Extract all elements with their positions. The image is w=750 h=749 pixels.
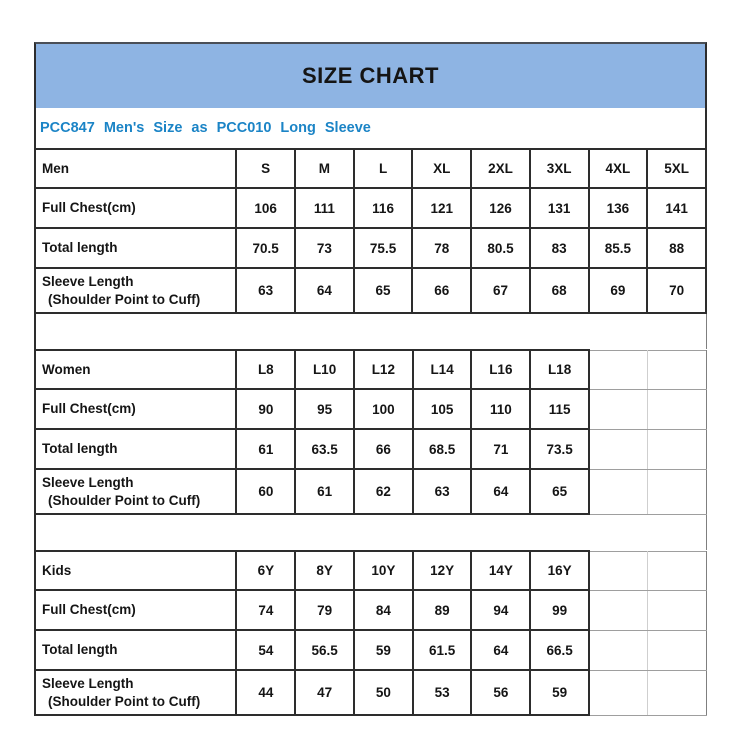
table-header-row — [35, 350, 707, 389]
value-cell: 69 — [589, 268, 648, 313]
value-cell: 54 — [236, 630, 295, 670]
value-cell: 56 — [471, 670, 530, 715]
size-header: L12 — [354, 350, 413, 389]
value-cell: 110 — [471, 389, 530, 429]
value-cell: 65 — [354, 268, 413, 313]
value-cell: 47 — [295, 670, 354, 715]
measure-label-line1: Full Chest(cm) — [42, 401, 136, 417]
value-cell: 115 — [530, 389, 589, 429]
value-cell: 64 — [471, 630, 530, 670]
product-subtitle: PCC847 Men's Size as PCC010 Long Sleeve — [40, 120, 371, 136]
value-cell: 61.5 — [413, 630, 472, 670]
empty-cell — [589, 630, 648, 670]
women-size-table — [34, 349, 707, 515]
value-cell: 141 — [647, 188, 706, 228]
table-row — [35, 429, 707, 469]
empty-cell — [589, 551, 648, 590]
spacer-row-1 — [34, 314, 707, 349]
value-cell: 84 — [354, 590, 413, 630]
size-header: 12Y — [413, 551, 472, 590]
value-cell: 136 — [589, 188, 648, 228]
size-header: 14Y — [471, 551, 530, 590]
value-cell: 60 — [236, 469, 295, 514]
table-row — [35, 590, 707, 630]
table-row — [35, 469, 707, 514]
value-cell: 74 — [236, 590, 295, 630]
measure-label-line1: Total length — [42, 240, 118, 256]
measure-label — [35, 630, 236, 670]
value-cell: 88 — [647, 228, 706, 268]
size-header: 16Y — [530, 551, 589, 590]
value-cell: 126 — [471, 188, 530, 228]
value-cell: 61 — [295, 469, 354, 514]
size-header: L14 — [413, 350, 472, 389]
value-cell: 111 — [295, 188, 354, 228]
measure-label-line1: Full Chest(cm) — [42, 602, 136, 618]
size-header: L — [354, 149, 413, 188]
subtitle-row — [34, 108, 707, 148]
size-header: 10Y — [354, 551, 413, 590]
value-cell: 106 — [236, 188, 295, 228]
value-cell: 78 — [412, 228, 471, 268]
table-header-row — [35, 149, 706, 188]
empty-cell — [648, 590, 707, 630]
size-header: L16 — [471, 350, 530, 389]
value-cell: 44 — [236, 670, 295, 715]
measure-label — [35, 590, 236, 630]
value-cell: 63.5 — [295, 429, 354, 469]
empty-cell — [648, 469, 707, 514]
empty-cell — [589, 429, 648, 469]
value-cell: 64 — [295, 268, 354, 313]
measure-label-line2: (Shoulder Point to Cuff) — [48, 291, 201, 307]
measure-label — [35, 469, 236, 514]
value-cell: 62 — [354, 469, 413, 514]
measure-label — [35, 389, 236, 429]
value-cell: 79 — [295, 590, 354, 630]
value-cell: 94 — [471, 590, 530, 630]
value-cell: 116 — [354, 188, 413, 228]
measure-label-line1: Sleeve Length — [42, 675, 134, 691]
value-cell: 50 — [354, 670, 413, 715]
measure-label-line1: Total length — [42, 441, 118, 457]
kids-size-table — [34, 550, 707, 716]
value-cell: 73 — [295, 228, 354, 268]
table-row — [35, 630, 707, 670]
group-label: Men — [35, 149, 236, 188]
empty-cell — [648, 389, 707, 429]
measure-label-line2: (Shoulder Point to Cuff) — [48, 492, 201, 508]
size-header: 3XL — [530, 149, 589, 188]
empty-cell — [648, 551, 707, 590]
title-band — [34, 42, 707, 108]
size-header: XL — [412, 149, 471, 188]
size-header: S — [236, 149, 295, 188]
value-cell: 80.5 — [471, 228, 530, 268]
value-cell: 53 — [413, 670, 472, 715]
empty-cell — [648, 630, 707, 670]
value-cell: 121 — [412, 188, 471, 228]
size-header: 6Y — [236, 551, 295, 590]
value-cell: 56.5 — [295, 630, 354, 670]
table-row — [35, 268, 706, 313]
value-cell: 73.5 — [530, 429, 589, 469]
measure-label-line1: Full Chest(cm) — [42, 200, 136, 216]
measure-label-line1: Total length — [42, 642, 118, 658]
value-cell: 66.5 — [530, 630, 589, 670]
size-header: 2XL — [471, 149, 530, 188]
measure-label — [35, 228, 236, 268]
value-cell: 67 — [471, 268, 530, 313]
value-cell: 64 — [471, 469, 530, 514]
value-cell: 99 — [530, 590, 589, 630]
value-cell: 70.5 — [236, 228, 295, 268]
spacer-row-2 — [34, 515, 707, 550]
measure-label-line2: (Shoulder Point to Cuff) — [48, 693, 201, 709]
value-cell: 59 — [354, 630, 413, 670]
empty-cell — [589, 670, 648, 715]
value-cell: 68.5 — [413, 429, 472, 469]
empty-cell — [648, 350, 707, 389]
value-cell: 89 — [413, 590, 472, 630]
value-cell: 71 — [471, 429, 530, 469]
men-size-table — [34, 148, 707, 314]
value-cell: 59 — [530, 670, 589, 715]
value-cell: 75.5 — [354, 228, 413, 268]
value-cell: 65 — [530, 469, 589, 514]
table-row — [35, 188, 706, 228]
value-cell: 100 — [354, 389, 413, 429]
measure-label-line1: Sleeve Length — [42, 273, 134, 289]
page-title: SIZE CHART — [302, 63, 439, 88]
size-header: 5XL — [647, 149, 706, 188]
value-cell: 85.5 — [589, 228, 648, 268]
size-header: L8 — [236, 350, 295, 389]
table-row — [35, 389, 707, 429]
value-cell: 83 — [530, 228, 589, 268]
size-header: M — [295, 149, 354, 188]
value-cell: 61 — [236, 429, 295, 469]
empty-cell — [589, 389, 648, 429]
value-cell: 131 — [530, 188, 589, 228]
value-cell: 90 — [236, 389, 295, 429]
empty-cell — [589, 469, 648, 514]
value-cell: 95 — [295, 389, 354, 429]
size-header: 4XL — [589, 149, 648, 188]
value-cell: 66 — [354, 429, 413, 469]
group-label: Kids — [35, 551, 236, 590]
value-cell: 70 — [647, 268, 706, 313]
size-header: L10 — [295, 350, 354, 389]
value-cell: 66 — [412, 268, 471, 313]
size-header: 8Y — [295, 551, 354, 590]
empty-cell — [589, 350, 648, 389]
measure-label — [35, 670, 236, 715]
table-header-row — [35, 551, 707, 590]
table-row — [35, 670, 707, 715]
measure-label — [35, 188, 236, 228]
measure-label — [35, 268, 236, 313]
empty-cell — [589, 590, 648, 630]
group-label: Women — [35, 350, 236, 389]
size-chart — [34, 42, 707, 716]
empty-cell — [648, 670, 707, 715]
value-cell: 68 — [530, 268, 589, 313]
measure-label — [35, 429, 236, 469]
measure-label-line1: Sleeve Length — [42, 474, 134, 490]
value-cell: 105 — [413, 389, 472, 429]
table-row — [35, 228, 706, 268]
value-cell: 63 — [413, 469, 472, 514]
empty-cell — [648, 429, 707, 469]
size-header: L18 — [530, 350, 589, 389]
value-cell: 63 — [236, 268, 295, 313]
